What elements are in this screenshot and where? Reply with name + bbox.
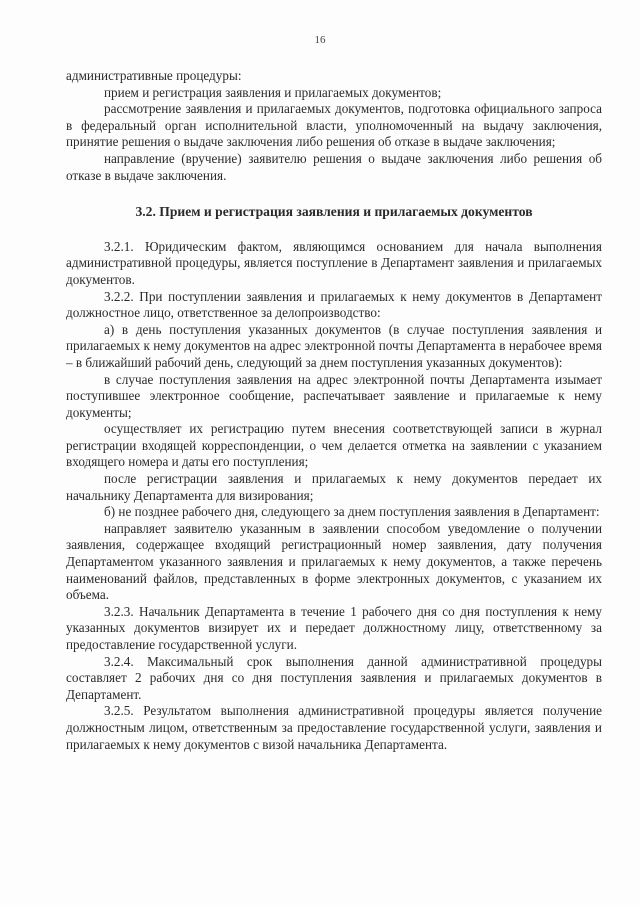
paragraph: административные процедуры: (66, 68, 242, 83)
paragraph: после регистрации заявления и прилагаемых к нему документов передает их начальнику Департамента для визирования; (66, 471, 602, 503)
section-paragraphs (66, 239, 602, 753)
paragraph: направление (вручение) заявителю решения о выдаче заключения либо решения об отказе в выдаче заключения. (66, 150, 602, 183)
section-heading: 3.2. Прием и регистрация заявления и прилагаемых документов (135, 204, 533, 220)
document-body (66, 68, 602, 753)
paragraph: в случае поступления заявления на адрес электронной почты Департамента изымает поступившее электронное сообщение, распечатывает заявление и прилагаемые к нему документы; (66, 371, 602, 420)
paragraph: 3.2.3. Начальник Департамента в течение 1 рабочего дня со дня поступления к нему указанных документов визирует их и передает должностному лицу, ответственному за предоставление государственной услуги. (66, 603, 602, 652)
paragraph: осуществляет их регистрацию путем внесения соответствующей записи в журнал регистрации входящей корреспонденции, о чем делается отметка на заявлении с указанием входящего номера и даты его поступления; (66, 421, 602, 470)
paragraph: 3.2.4. Максимальный срок выполнения данной административной процедуры составляет 2 рабочих дня со дня поступления заявления и прилагаемых документов в Департамент. (66, 653, 602, 702)
paragraph: направляет заявителю указанным в заявлении способом уведомление о получении заявления, содержащее входящий регистрационный номер заявления, дату получения Департаментом указанного заявления и прилагаемых к нему документов, а также перечень наименований файлов, представленных в форме электронных документов, с указанием их объема. (66, 520, 602, 603)
intro-paragraphs (66, 68, 602, 184)
paragraph: 3.2.2. При поступлении заявления и прилагаемых к нему документов в Департамент должностное лицо, ответственное за делопроизводство: (66, 288, 602, 321)
paragraph: прием и регистрация заявления и прилагаемых документов; (104, 84, 442, 100)
paragraph: 3.2.5. Результатом выполнения административной процедуры является получение должностным лицом, ответственным за предоставление государственной услуги, заявления и прилагаемых к нему документов с визой начальника Департамента. (66, 703, 602, 752)
paragraph: а) в день поступления указанных документов (в случае поступления заявления и прилагаемых к нему документов на адрес электронной почты Департамента в нерабочее время – в ближайший рабочий день, следующий за днем поступления указанных документов): (66, 321, 602, 370)
paragraph: б) не позднее рабочего дня, следующего за днем поступления заявления в Департамент: (104, 504, 600, 520)
paragraph: рассмотрение заявления и прилагаемых документов, подготовка официального запроса в федеральный орган исполнительной власти, уполномоченный на выдачу заключения, принятие решения о выдаче заключения либо решения об отказе в выдаче заключения; (66, 101, 602, 150)
page-number: 16 (314, 34, 326, 46)
paragraph: 3.2.1. Юридическим фактом, являющимся основанием для начала выполнения административной процедуры, является поступление в Департамент заявления и прилагаемых документов. (66, 238, 602, 287)
